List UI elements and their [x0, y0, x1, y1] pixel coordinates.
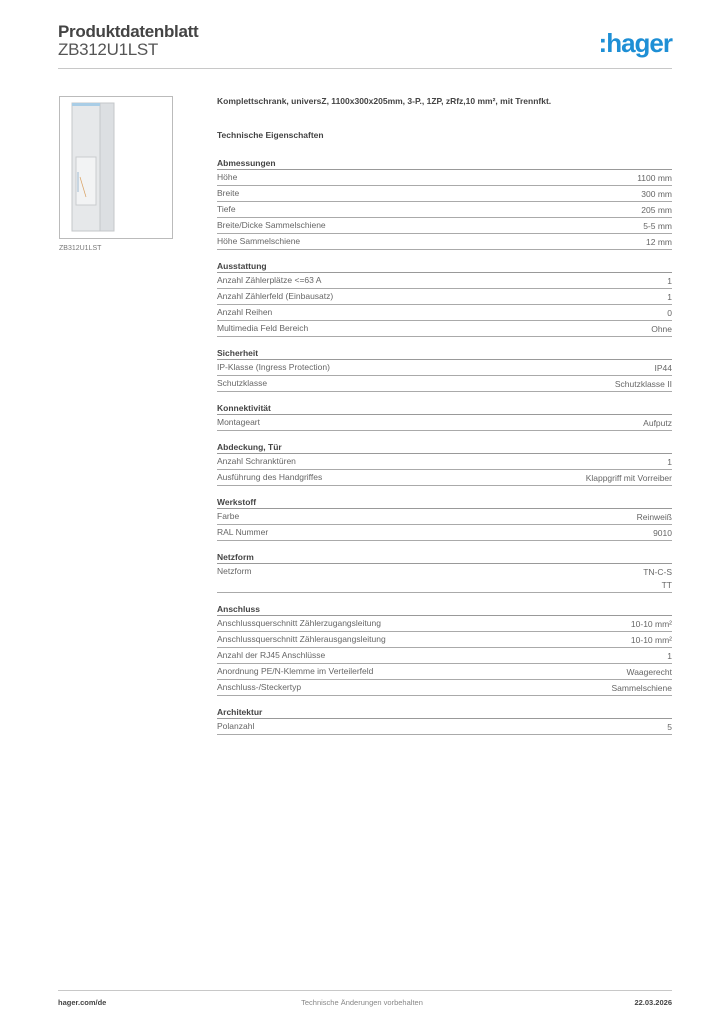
datasheet-content	[217, 96, 672, 744]
property-label: Polanzahl	[217, 721, 255, 731]
property-value: TN-C-S TT	[643, 567, 672, 590]
section-abmessungen	[217, 156, 672, 250]
header-divider	[58, 68, 672, 69]
product-code: ZB312U1LST	[58, 40, 158, 59]
property-value: Sammelschiene	[611, 683, 672, 693]
property-label: Anzahl der RJ45 Anschlüsse	[217, 650, 326, 660]
property-label: Netzform	[217, 566, 252, 576]
property-label: Ausführung des Handgriffes	[217, 472, 323, 482]
property-label: Schutzklasse	[217, 378, 268, 388]
property-value: Aufputz	[643, 418, 672, 428]
property-value: Waagerecht	[626, 667, 672, 677]
footer-date: 22.03.2026	[634, 998, 672, 1007]
table-row	[217, 454, 672, 470]
footer-website[interactable]: hager.com/de	[58, 998, 107, 1007]
property-label: Farbe	[217, 511, 240, 521]
table-row	[217, 719, 672, 735]
property-label: RAL Nummer	[217, 527, 269, 537]
table-row	[217, 648, 672, 664]
property-label: Anschluss-/Steckertyp	[217, 682, 302, 692]
table-row	[217, 525, 672, 541]
section-netzform	[217, 550, 672, 593]
section-abdeckung-tür	[217, 440, 672, 486]
footer-note: Technische Änderungen vorbehalten	[301, 998, 423, 1007]
property-label: Anschlussquerschnitt Zählerausgangsleitung	[217, 634, 386, 644]
property-label: Montageart	[217, 417, 260, 427]
table-row	[217, 321, 672, 337]
property-value: 10-10 mm²	[630, 619, 672, 629]
table-row	[217, 234, 672, 250]
property-label: Multimedia Feld Bereich	[217, 323, 309, 333]
property-label: Breite/Dicke Sammelschiene	[217, 220, 326, 230]
table-row	[217, 509, 672, 525]
section-heading: Abdeckung, Tür	[217, 440, 672, 454]
footer-divider	[58, 990, 672, 991]
product-image	[59, 96, 173, 239]
section-heading: Sicherheit	[217, 346, 672, 360]
property-label: Anordnung PE/N-Klemme im Verteilerfeld	[217, 666, 374, 676]
property-value: Schutzklasse II	[614, 379, 672, 389]
section-anschluss	[217, 602, 672, 696]
property-label: Anschlussquerschnitt Zählerzugangsleitung	[217, 618, 381, 628]
section-sicherheit	[217, 346, 672, 392]
image-caption: ZB312U1LST	[59, 245, 102, 252]
page-title: Produktdatenblatt	[58, 22, 199, 41]
section-heading: Abmessungen	[217, 156, 672, 170]
table-row	[217, 664, 672, 680]
table-row	[217, 376, 672, 392]
property-value: 1	[667, 457, 672, 467]
property-value: 5-5 mm	[643, 221, 672, 231]
property-value: 205 mm	[641, 205, 672, 215]
property-label: Höhe Sammelschiene	[217, 236, 301, 246]
property-label: Anzahl Zählerplätze <=63 A	[217, 275, 322, 285]
property-label: Anzahl Reihen	[217, 307, 273, 317]
section-heading: Werkstoff	[217, 495, 672, 509]
property-value: 10-10 mm²	[630, 635, 672, 645]
table-row	[217, 415, 672, 431]
property-value: 1	[667, 292, 672, 302]
property-value: 1	[667, 276, 672, 286]
property-value: 9010	[653, 528, 672, 538]
property-value: 5	[667, 722, 672, 732]
table-row	[217, 305, 672, 321]
table-row	[217, 632, 672, 648]
section-architektur	[217, 705, 672, 735]
property-label: Breite	[217, 188, 240, 198]
table-row	[217, 273, 672, 289]
table-row	[217, 564, 672, 593]
table-row	[217, 680, 672, 696]
hager-logo: :hager	[598, 28, 672, 58]
property-value: 300 mm	[641, 189, 672, 199]
section-werkstoff	[217, 495, 672, 541]
property-value: Reinweiß	[636, 512, 672, 522]
property-value: Klappgriff mit Vorreiber	[585, 473, 672, 483]
property-value: IP44	[654, 363, 672, 373]
section-heading: Architektur	[217, 705, 672, 719]
property-label: Tiefe	[217, 204, 236, 214]
section-heading: Anschluss	[217, 602, 672, 616]
table-row	[217, 186, 672, 202]
section-ausstattung	[217, 259, 672, 337]
table-row	[217, 360, 672, 376]
property-label: Höhe	[217, 172, 238, 182]
property-label: IP-Klasse (Ingress Protection)	[217, 362, 330, 372]
table-row	[217, 470, 672, 486]
property-value: 0	[667, 308, 672, 318]
property-value: Ohne	[651, 324, 672, 334]
tech-heading: Technische Eigenschaften	[217, 130, 324, 140]
table-row	[217, 289, 672, 305]
table-row	[217, 616, 672, 632]
section-heading: Ausstattung	[217, 259, 672, 273]
property-label: Anzahl Schranktüren	[217, 456, 296, 466]
section-heading: Netzform	[217, 550, 672, 564]
section-konnektivität	[217, 401, 672, 431]
table-row	[217, 218, 672, 234]
table-row	[217, 170, 672, 186]
property-value: 12 mm	[646, 237, 672, 247]
property-value: 1	[667, 651, 672, 661]
property-value: 1100 mm	[637, 173, 672, 183]
product-description: Komplettschrank, universZ, 1100x300x205mm, 3-P., 1ZP, zRfz,10 mm², mit Trennfkt.	[217, 96, 552, 106]
table-row	[217, 202, 672, 218]
section-heading: Konnektivität	[217, 401, 672, 415]
property-label: Anzahl Zählerfeld (Einbausatz)	[217, 291, 334, 301]
